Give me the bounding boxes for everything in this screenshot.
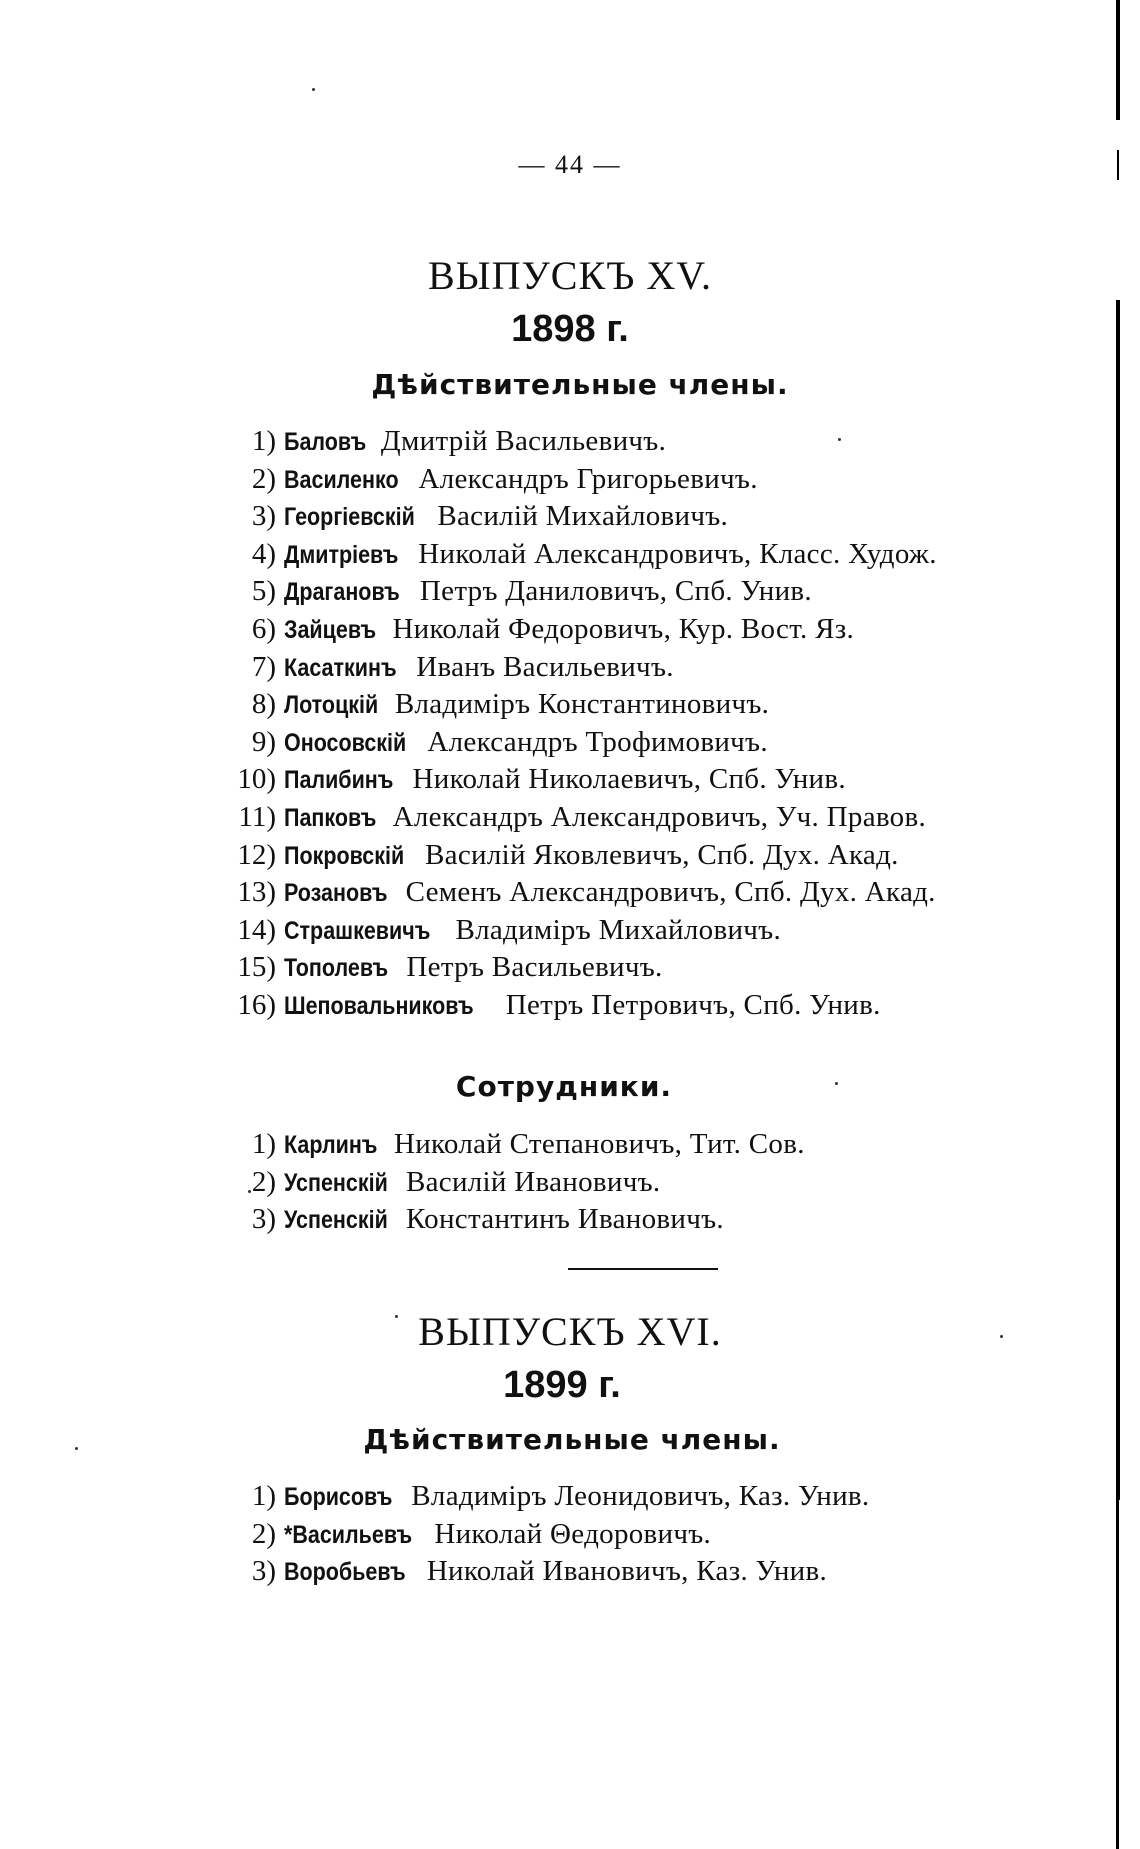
list-item: 16) Шеповальниковъ Петръ Петровичъ, Спб. Унив. (237, 988, 881, 1021)
list-item: 3) Успенскій Константинъ Ивановичъ. (251, 1203, 724, 1236)
scan-edge-line (1116, 0, 1120, 120)
list-item: 14) Страшкевичъ Владиміръ Михайловичъ. (237, 913, 781, 946)
list-item: 6) Зайцевъ Николай Федоровичъ, Кур. Вост. Яз. (251, 612, 855, 645)
list-item: 4) Дмитріевъ Николай Александровичъ, Класс. Худож. (251, 537, 937, 570)
list-item: 3) Георгіевскій Василій Михайловичъ. (251, 500, 729, 533)
list-item: 2) Успенскій Василій Ивановичъ. (251, 1165, 661, 1198)
issue-xvi-members-heading: Дѣйствительные члены. (363, 1423, 781, 1456)
list-item: 2) Василенко Александръ Григорьевичъ. (251, 462, 758, 495)
issue-xvi-year: 1899 г. (503, 1364, 621, 1406)
list-item: 10) Палибинъ Николай Николаевичъ, Спб. Унив. (237, 763, 846, 796)
list-item: 9) Оносовскій Александръ Трофимовичъ. (251, 725, 768, 758)
scan-edge-line (1116, 1500, 1119, 1849)
issue-xv-staff-list (220, 1126, 805, 1239)
list-item: 1) Баловъ Дмитрій Васильевичъ. (251, 425, 667, 457)
page-number: — 44 — (518, 150, 622, 179)
list-item: 2) *Васильевъ Николай Θедоровичъ. (251, 1517, 712, 1550)
list-item: 3) Воробьевъ Николай Ивановичъ, Каз. Унив. (251, 1555, 828, 1588)
issue-xv-members-heading: Дѣйствительные члены. (371, 368, 789, 401)
list-item: 1) Борисовъ Владиміръ Леонидовичъ, Каз. Унив. (251, 1480, 870, 1512)
issue-xv-year: 1898 г. (511, 308, 629, 350)
list-item: 5) Драгановъ Петръ Даниловичъ, Спб. Унив. (251, 575, 812, 608)
issue-xvi-members-list (220, 1478, 869, 1591)
scan-speck (312, 88, 315, 91)
list-item: 1) Карлинъ Николай Степановичъ, Тит. Сов. (251, 1128, 805, 1160)
list-item: 11) Папковъ Александръ Александровичъ, Уч. Правов. (238, 800, 927, 833)
section-divider (568, 1268, 718, 1270)
list-item: 12) Покровскій Василій Яковлевичъ, Спб. Дух. Акад. (237, 838, 899, 871)
list-item: 8) Лотоцкій Владиміръ Константиновичъ. (251, 688, 770, 721)
list-item: 15) Тополевъ Петръ Васильевичъ. (237, 951, 663, 984)
issue-xvi-title: ВЫПУСКЪ XVI. (418, 1309, 722, 1354)
issue-xv-title: ВЫПУСКЪ XV. (428, 253, 712, 298)
list-item: 13) Розановъ Семенъ Александровичъ, Спб. Дух. Акад. (237, 876, 936, 909)
issue-xv-staff-heading: Сотрудники. (455, 1070, 673, 1103)
issue-xv-members-list (220, 423, 937, 1025)
list-item: 7) Касаткинъ Иванъ Васильевичъ. (251, 650, 674, 683)
